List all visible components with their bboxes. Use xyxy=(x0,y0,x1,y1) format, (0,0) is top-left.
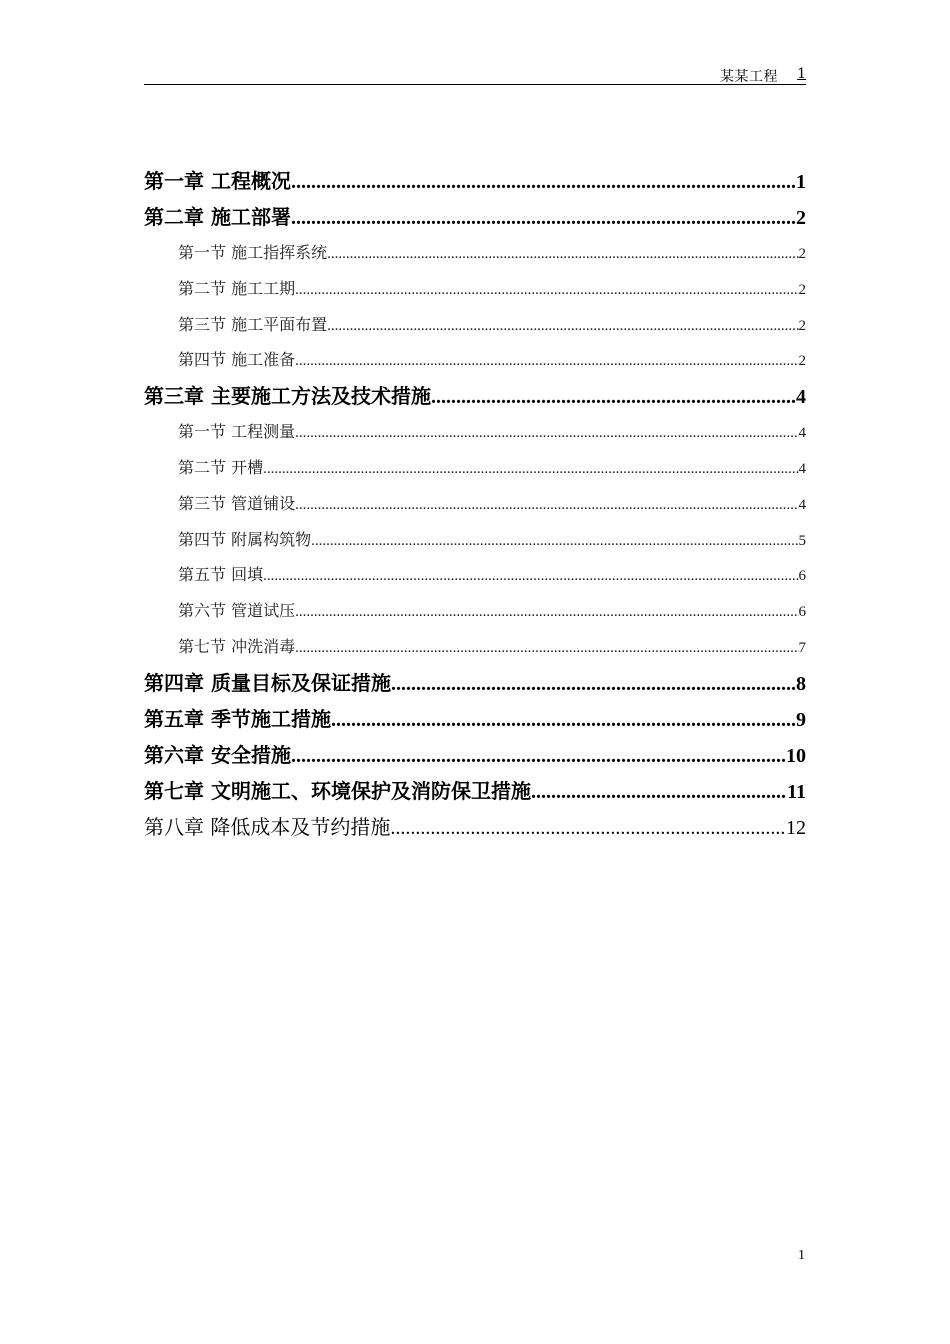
toc-entry-chapter-8[interactable] xyxy=(144,809,806,845)
toc-leader-dots xyxy=(531,774,787,809)
toc-entry-section[interactable] xyxy=(144,629,806,665)
toc-entry-page: 5 xyxy=(798,532,806,549)
header-page-number: 1 xyxy=(797,66,806,82)
toc-entry-page: 8 xyxy=(796,672,806,695)
toc-entry-section[interactable] xyxy=(144,593,806,629)
toc-entry-chapter-4[interactable] xyxy=(144,665,806,701)
toc-entry-page: 6 xyxy=(798,604,806,621)
toc-entry-section[interactable] xyxy=(144,486,806,522)
toc-leader-dots xyxy=(291,738,786,773)
toc-leader-dots xyxy=(327,309,798,343)
toc-entry-title: 第一节 工程测量 xyxy=(178,422,296,442)
toc-entry-title: 第七节 冲洗消毒 xyxy=(178,636,296,656)
toc-leader-dots xyxy=(295,344,798,378)
toc-entry-page: 2 xyxy=(796,207,806,229)
toc-entry-title: 第四节 附属构筑物 xyxy=(178,529,312,549)
toc-entry-title: 第四章 质量目标及保证措施 xyxy=(144,670,391,695)
toc-entry-title: 第一节 施工指挥系统 xyxy=(178,243,328,262)
toc-entry-page: 4 xyxy=(798,460,806,477)
toc-entry-title: 第三节 管道铺设 xyxy=(178,493,296,513)
toc-entry-section[interactable] xyxy=(144,557,806,593)
toc-leader-dots xyxy=(311,524,798,558)
page-header xyxy=(144,64,806,85)
toc-leader-dots xyxy=(263,559,798,593)
toc-leader-dots xyxy=(390,810,786,845)
table-of-contents xyxy=(144,163,806,845)
toc-leader-dots xyxy=(263,452,798,486)
toc-entry-page: 4 xyxy=(798,425,806,442)
toc-entry-page: 4 xyxy=(796,386,806,409)
toc-entry-chapter-2[interactable] xyxy=(144,199,806,235)
toc-leader-dots xyxy=(391,666,796,701)
toc-entry-title: 第五节 回填 xyxy=(178,565,264,585)
toc-entry-page: 10 xyxy=(786,744,806,767)
footer-page-number: 1 xyxy=(798,1248,805,1263)
toc-leader-dots xyxy=(331,702,796,737)
toc-entry-page: 6 xyxy=(798,568,806,585)
toc-entry-chapter-3[interactable] xyxy=(144,378,806,414)
toc-entry-chapter-6[interactable] xyxy=(144,737,806,773)
toc-entry-section[interactable] xyxy=(144,450,806,486)
toc-entry-page: 1 xyxy=(796,171,806,193)
toc-entry-title: 第六节 管道试压 xyxy=(178,601,296,621)
toc-entry-chapter-1[interactable] xyxy=(144,163,806,199)
toc-entry-title: 第七章 文明施工、环境保护及消防保卫措施 xyxy=(144,778,531,803)
toc-entry-title: 第三章 主要施工方法及技术措施 xyxy=(144,384,431,409)
toc-entry-page: 2 xyxy=(798,246,806,262)
toc-entry-section[interactable] xyxy=(144,342,806,378)
toc-entry-section[interactable] xyxy=(144,414,806,450)
toc-entry-page: 11 xyxy=(787,780,806,803)
toc-entry-section[interactable] xyxy=(144,522,806,558)
toc-entry-title: 第二节 开槽 xyxy=(178,457,264,477)
toc-entry-title: 第八章 降低成本及节约措施 xyxy=(144,814,391,839)
header-title: 某某工程 xyxy=(720,69,778,85)
toc-entry-title: 第一章 工程概况 xyxy=(144,169,291,193)
toc-entry-page: 7 xyxy=(798,639,806,656)
toc-leader-dots xyxy=(291,164,796,199)
toc-leader-dots xyxy=(291,200,796,235)
toc-entry-title: 第四节 施工准备 xyxy=(178,350,296,370)
toc-entry-page: 2 xyxy=(798,317,806,334)
toc-leader-dots xyxy=(295,595,798,629)
toc-entry-section[interactable] xyxy=(144,235,806,271)
toc-entry-section[interactable] xyxy=(144,271,806,307)
toc-entry-title: 第六章 安全措施 xyxy=(144,742,291,767)
toc-entry-chapter-7[interactable] xyxy=(144,773,806,809)
toc-entry-page: 12 xyxy=(786,816,806,839)
toc-entry-page: 2 xyxy=(798,281,806,298)
toc-entry-title: 第五章 季节施工措施 xyxy=(144,706,331,731)
toc-entry-page: 4 xyxy=(798,496,806,513)
toc-leader-dots xyxy=(295,416,798,450)
toc-entry-chapter-5[interactable] xyxy=(144,701,806,737)
toc-entry-section[interactable] xyxy=(144,307,806,343)
toc-leader-dots xyxy=(327,237,798,271)
toc-entry-page: 9 xyxy=(796,708,806,731)
toc-leader-dots xyxy=(295,273,798,307)
toc-entry-title: 第三节 施工平面布置 xyxy=(178,314,328,334)
toc-entry-page: 2 xyxy=(798,353,806,370)
toc-leader-dots xyxy=(295,488,798,522)
toc-leader-dots xyxy=(295,631,798,665)
toc-entry-title: 第二章 施工部署 xyxy=(144,205,291,229)
toc-entry-title: 第二节 施工工期 xyxy=(178,278,296,298)
toc-leader-dots xyxy=(431,379,796,414)
